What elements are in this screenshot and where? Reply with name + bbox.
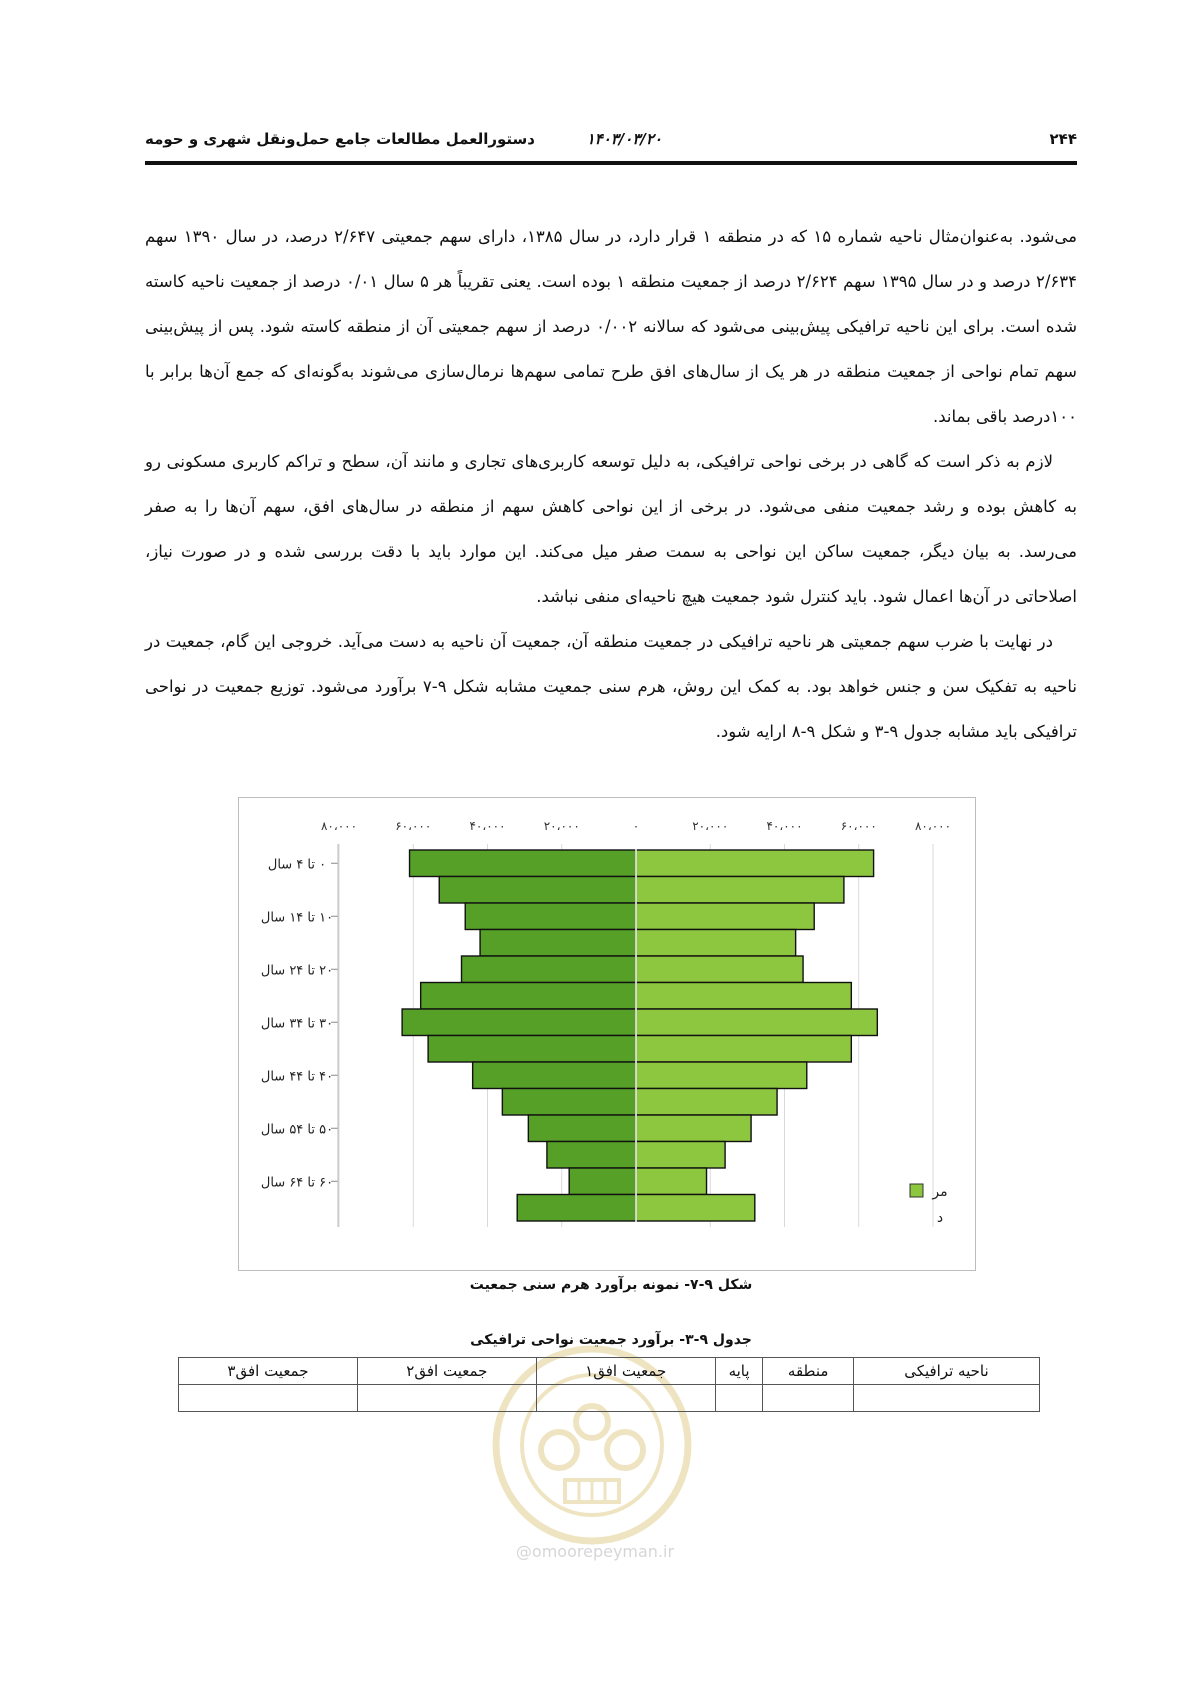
table-header-cell: جمعیت افق۳ <box>179 1358 358 1385</box>
bar-left <box>528 1115 636 1142</box>
bar-left <box>465 903 636 930</box>
bar-left <box>569 1168 636 1195</box>
x-tick-label: ۸۰،۰۰۰ <box>914 819 952 833</box>
bar-left <box>410 850 636 877</box>
paragraph-3 <box>145 619 1077 754</box>
bar-left <box>480 930 636 957</box>
bar-left <box>547 1142 636 1169</box>
x-tick-label: ۲۰،۰۰۰ <box>543 819 580 833</box>
table-cell <box>536 1385 715 1412</box>
text-line: در نهایت با ضرب سهم جمعیتی هر ناحیه ترافیکی در جمعیت منطقه آن، جمعیت آن ناحیه به دست می‌آید. خروجی <box>281 632 1053 651</box>
table-header-cell: منطقه <box>763 1358 853 1385</box>
table-header-cell: پایه <box>715 1358 763 1385</box>
age-category-label: ۵۰ تا ۵۴ سال <box>260 1122 334 1138</box>
age-category-label: ۲۰ تا ۲۴ سال <box>260 963 334 979</box>
bar-left <box>402 1009 636 1036</box>
text-line: برآورد می‌شود. توزیع جمعیت در نواحی ترافیکی باید مشابه جدول ۹-۳ و شکل ۹-۸ ارایه شود. <box>145 677 1077 741</box>
legend-label-cont: د <box>936 1210 944 1226</box>
text-line: افق طرح تمامی سهم‌ها نرمال‌سازی می‌شوند به‌گونه‌ای که جمع آن‌ها برابر با ۱۰۰درصد باقی بماند. <box>145 362 1077 426</box>
document-title: دستورالعمل مطالعات جامع حمل‌ونقل شهری و حومه <box>145 130 535 148</box>
pyramid-svg <box>239 798 975 1270</box>
bar-right <box>636 1089 777 1116</box>
bar-right <box>636 903 814 930</box>
x-tick-label: ۴۰،۰۰۰ <box>469 819 506 833</box>
bar-left <box>517 1195 636 1222</box>
bar-right <box>636 1036 851 1063</box>
bar-right <box>636 1115 751 1142</box>
bar-right <box>636 877 844 904</box>
page-header <box>145 126 1077 158</box>
text-line: از سهم جمعیتی آن از منطقه کاسته شود. پس از پیش‌بینی سهم تمام نواحی از جمعیت منطقه در هر یک از سال‌های <box>145 317 1078 381</box>
watermark-site: @omoorepeyman.ir <box>515 1542 675 1561</box>
x-tick-label: ۲۰،۰۰۰ <box>692 819 729 833</box>
paragraph-1 <box>145 214 1077 439</box>
text-line: سال ۱۳۹۰ سهم ۲/۶۳۴ درصد و در سال ۱۳۹۵ سهم ۲/۶۲۴ درصد از جمعیت منطقه ۱ بوده است. یعنی تقریباً هر ۵ <box>145 227 1077 291</box>
body-text <box>145 214 1077 754</box>
bar-right <box>636 1062 807 1089</box>
figure-caption: شکل ۹-۷- نمونه برآورد هرم سنی جمعیت <box>469 1277 753 1293</box>
population-pyramid-chart <box>238 797 976 1271</box>
age-category-label: ۱۰ تا ۱۴ سال <box>260 910 334 926</box>
page-number: ۲۴۴ <box>1049 130 1077 148</box>
table-header-cell: ناحیه ترافیکی <box>853 1358 1039 1385</box>
age-category-label: ۳۰ تا ۳۴ سال <box>260 1016 334 1032</box>
bar-right <box>636 1009 877 1036</box>
x-tick-label: ۴۰،۰۰۰ <box>766 819 803 833</box>
bar-right <box>636 1168 707 1195</box>
bar-left <box>473 1062 636 1089</box>
table-header-cell: جمعیت افق۲ <box>357 1358 536 1385</box>
text-line: این گام، جمعیت در ناحیه به تفکیک سن و جنس خواهد بود. به کمک این روش، هرم سنی جمعیت مشابه شکل ۹-۷ <box>145 632 1077 696</box>
age-category-label: ۴۰ تا ۴۴ سال <box>260 1069 334 1085</box>
text-line: افق، سهم آن‌ها را به صفر می‌رسد. به بیان دیگر، جمعیت ساکن این نواحی به سمت صفر میل می‌کند. این موارد باید با <box>145 497 1078 561</box>
table-row <box>179 1385 1040 1412</box>
bar-left <box>462 956 636 983</box>
x-tick-label: ۶۰،۰۰۰ <box>395 819 432 833</box>
bar-right <box>636 930 796 957</box>
age-category-label: ۰ تا ۴ سال <box>267 857 327 873</box>
text-line: می‌شود. به‌عنوان‌مثال ناحیه شماره ۱۵ که در منطقه ۱ قرار دارد، در سال ۱۳۸۵، دارای سهم جمعیتی ۲/۶۴۷ درصد، در <box>262 227 1078 246</box>
paragraph-2 <box>145 439 1077 619</box>
header-rule <box>145 161 1077 165</box>
table-caption: جدول ۹-۳- برآورد جمعیت نواحی ترافیکی <box>470 1332 752 1348</box>
age-category-label: ۶۰ تا ۶۴ سال <box>260 1175 334 1191</box>
text-line: سال ۰/۰۱ درصد از جمعیت ناحیه کاسته شده است. برای این ناحیه ترافیکی پیش‌بینی می‌شود که سالانه ۰/۰۰۲ درصد <box>145 272 1078 336</box>
x-tick-label: ۶۰،۰۰۰ <box>840 819 877 833</box>
text-line: کاربری مسکونی رو به کاهش بوده و رشد جمعیت منفی می‌شود. در برخی از این نواحی کاهش سهم از منطقه در سال‌های <box>145 452 1078 516</box>
table-header-row <box>179 1358 1040 1385</box>
bar-left <box>502 1089 636 1116</box>
table-cell <box>763 1385 853 1412</box>
legend-swatch <box>910 1184 923 1197</box>
bar-left <box>439 877 636 904</box>
table-cell <box>715 1385 763 1412</box>
x-tick-label: ۸۰،۰۰۰ <box>320 819 358 833</box>
bar-left <box>421 983 636 1010</box>
table-header-cell: جمعیت افق۱ <box>536 1358 715 1385</box>
text-line: دقت بررسی شده و در صورت نیاز، اصلاحاتی در آن‌ها اعمال شود. باید کنترل شود جمعیت هیچ ناحیه‌ای منفی نباشد. <box>145 542 1077 606</box>
bar-right <box>636 1195 755 1222</box>
bar-left <box>428 1036 636 1063</box>
table-cell <box>357 1385 536 1412</box>
bar-right <box>636 1142 725 1169</box>
text-line: لازم به ذکر است که گاهی در برخی نواحی ترافیکی، به دلیل توسعه کاربری‌های تجاری و مانند آن، سطح و تراکم <box>285 452 1053 471</box>
population-estimate-table <box>178 1357 1040 1412</box>
legend-label: مر <box>932 1184 948 1200</box>
x-tick-label: ۰ <box>632 819 640 833</box>
header-date: ۱۴۰۳/۰۳/۲۰ <box>586 130 662 148</box>
table-cell <box>853 1385 1039 1412</box>
bar-right <box>636 956 803 983</box>
bar-right <box>636 850 874 877</box>
table-cell <box>179 1385 358 1412</box>
bar-right <box>636 983 851 1010</box>
